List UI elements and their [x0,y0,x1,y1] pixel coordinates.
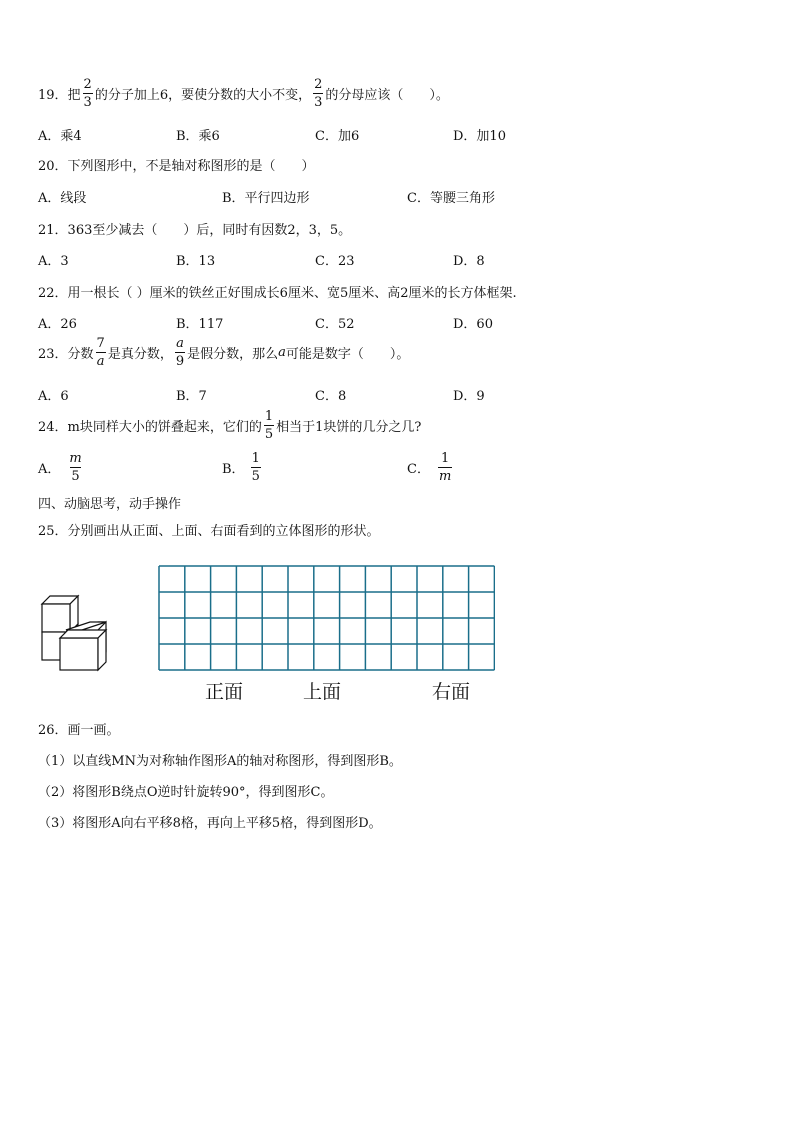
fraction: $\frac{m}{5}$ [69,451,82,484]
q19-option-b[interactable]: B．乘6 [176,129,220,144]
q22-option-d[interactable]: D．60 [453,317,493,332]
drawing-grid[interactable] [158,565,495,672]
q19-option-a[interactable]: A．乘4 [38,129,82,144]
fraction: $\frac{a}{9}$ [175,336,185,369]
fraction: $\frac{1}{5}$ [264,409,274,442]
caption-front: 正面 [205,681,244,703]
q21-option-d[interactable]: D．8 [453,254,485,269]
question-21: 21．363至少减去（ ）后，同时有因数2，3，5。 [38,223,352,238]
caption-right: 右面 [432,681,471,703]
q20-option-c[interactable]: C．等腰三角形 [407,191,495,206]
section-heading: 四、动脑思考，动手操作 [38,497,182,512]
q21-option-a[interactable]: A．3 [38,254,69,269]
fraction: $\frac{7}{a}$ [96,336,105,369]
q21-option-b[interactable]: B．13 [176,254,216,269]
fraction: $\frac{1}{m}$ [438,451,452,484]
q23-option-c[interactable]: C．8 [315,389,347,404]
fraction: $\frac{2}{3}$ [83,77,92,110]
q26-item-3: （3）将图形A向右平移8格，再向上平移5格，得到图形D。 [38,816,382,831]
fraction: $\frac{2}{3}$ [314,77,323,110]
q19-option-d[interactable]: D．加10 [453,129,506,144]
q24-option-a[interactable] [38,452,85,483]
q19-text-end: 的分母应该（ ）。 [325,88,449,103]
q19-option-c[interactable]: C．加6 [315,129,360,144]
q23-number: 23．分数 [38,347,94,362]
q24-text: 24．m块同样大小的饼叠起来，它们的 [38,420,262,435]
q24-option-b[interactable] [222,452,263,483]
q23-option-d[interactable]: D．9 [453,389,485,404]
q26-item-1: （1）以直线MN为对称轴作图形A的轴对称图形，得到图形B。 [38,754,402,769]
q26-item-2: （2）将图形B绕点O逆时针旋转90°，得到图形C。 [38,785,334,800]
option-label: B． [222,462,245,477]
fraction: $\frac{1}{5}$ [251,451,260,484]
q20-option-b[interactable]: B．平行四边形 [222,191,310,206]
question-24 [38,410,421,441]
question-19 [38,78,449,109]
option-label: A． [38,462,61,477]
question-20: 20．下列图形中，不是轴对称图形的是（ ） [38,159,315,174]
q19-text: 的分子加上6，要使分数的大小不变， [94,88,312,103]
question-22: 22．用一根长（ ）厘米的铁丝正好围成长6厘米、宽5厘米、高2厘米的长方体框架. [38,286,517,301]
question-25: 25．分别画出从正面、上面、右面看到的立体图形的形状。 [38,524,380,539]
q20-option-a[interactable]: A．线段 [38,191,87,206]
q23-option-b[interactable]: B．7 [176,389,207,404]
option-label: C． [407,462,430,477]
variable-a: a [278,345,286,360]
question-23 [38,337,409,368]
q23-text: 是真分数， [107,347,173,362]
q23-text-end: 可能是数字（ ）。 [285,347,410,362]
q23-text-2: 是假分数，那么 [187,347,279,362]
q21-option-c[interactable]: C．23 [315,254,355,269]
caption-top: 上面 [303,681,342,703]
q22-option-b[interactable]: B．117 [176,317,224,332]
q24-option-c[interactable] [407,452,454,483]
cube-stack-figure [40,594,112,672]
q22-option-c[interactable]: C．52 [315,317,355,332]
q23-option-a[interactable]: A．6 [38,389,69,404]
question-26: 26．画一画。 [38,723,120,738]
q22-option-a[interactable]: A．26 [38,317,77,332]
q19-number: 19．把 [38,88,81,103]
q24-text-end: 相当于1块饼的几分之几? [276,420,422,435]
